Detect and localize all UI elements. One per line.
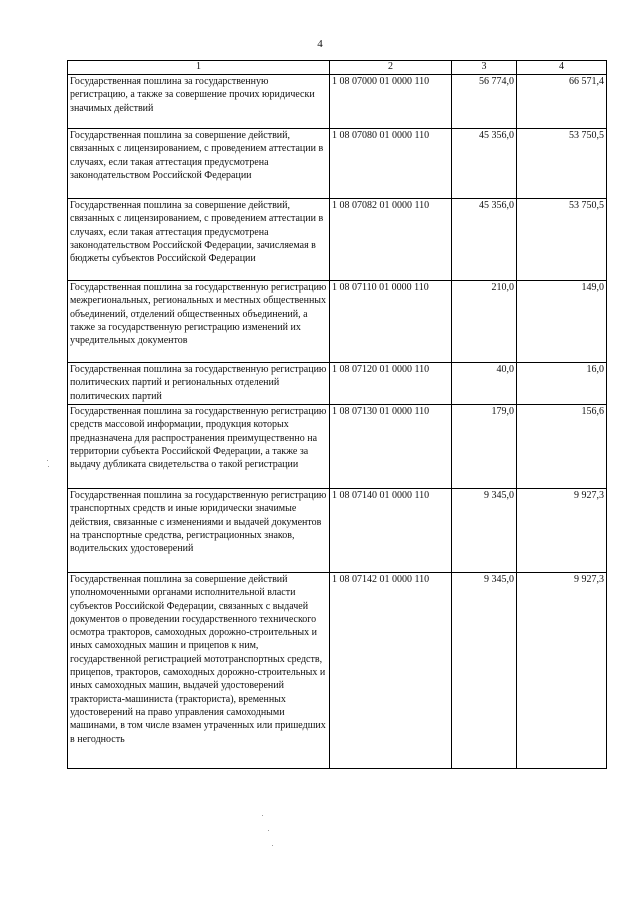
row-code: 1 08 07130 01 0000 110 — [330, 405, 452, 489]
table-row — [68, 199, 607, 281]
row-name: Государственная пошлина за совершение действий, связанных с лицензированием, с проведением аттестации в случаях, если такая аттестация предусмотрена законодательством Российской Федерации, зачисляемая в бюджеты субъектов Российской Федерации — [68, 199, 330, 281]
table-row — [68, 363, 607, 405]
scan-speck — [272, 845, 273, 846]
row-code: 1 08 07142 01 0000 110 — [330, 573, 452, 769]
row-name: Государственная пошлина за государственную регистрацию, а также за совершение прочих юридически значимых действий — [68, 75, 330, 129]
row-value-col3: 9 345,0 — [452, 489, 517, 573]
table-row — [68, 281, 607, 363]
row-value-col4: 9 927,3 — [517, 573, 607, 769]
scan-speck — [47, 460, 48, 461]
row-value-col4: 66 571,4 — [517, 75, 607, 129]
row-name: Государственная пошлина за государственную регистрацию средств массовой информации, продукция которых предназначена для распространения преимущественно на территории субъекта Российской Федерации, а также за выдачу дубликата свидетельства о такой регистрации — [68, 405, 330, 489]
row-value-col4: 53 750,5 — [517, 199, 607, 281]
row-name: Государственная пошлина за государственную регистрацию транспортных средств и иные юридически значимые действия, связанные с изменениями и выдачей документов на транспортные средства, регистрационных знаков, водительских удостоверений — [68, 489, 330, 573]
scan-speck — [268, 830, 269, 831]
row-name: Государственная пошлина за государственную регистрацию межрегиональных, региональных и местных общественных объединений, отделений общественных объединений, а также за государственную регистрацию изменений их учредительных документов — [68, 281, 330, 363]
row-code: 1 08 07082 01 0000 110 — [330, 199, 452, 281]
row-code: 1 08 07080 01 0000 110 — [330, 129, 452, 199]
scan-speck — [262, 815, 263, 816]
row-value-col3: 45 356,0 — [452, 129, 517, 199]
row-code: 1 08 07000 01 0000 110 — [330, 75, 452, 129]
row-value-col3: 56 774,0 — [452, 75, 517, 129]
table-row — [68, 489, 607, 573]
row-value-col4: 53 750,5 — [517, 129, 607, 199]
row-value-col3: 179,0 — [452, 405, 517, 489]
page-number: 4 — [317, 38, 323, 50]
row-value-col4: 156,6 — [517, 405, 607, 489]
row-code: 1 08 07140 01 0000 110 — [330, 489, 452, 573]
row-value-col4: 149,0 — [517, 281, 607, 363]
row-code: 1 08 07110 01 0000 110 — [330, 281, 452, 363]
table-row — [68, 129, 607, 199]
table-row — [68, 405, 607, 489]
header-col-2: 2 — [330, 61, 452, 75]
row-value-col4: 16,0 — [517, 363, 607, 405]
row-value-col3: 210,0 — [452, 281, 517, 363]
table-row — [68, 573, 607, 769]
budget-revenue-table — [67, 60, 607, 769]
table-header-row — [68, 61, 607, 75]
header-col-1: 1 — [68, 61, 330, 75]
header-col-3: 3 — [452, 61, 517, 75]
table-row — [68, 75, 607, 129]
header-col-4: 4 — [517, 61, 607, 75]
row-value-col3: 9 345,0 — [452, 573, 517, 769]
row-value-col4: 9 927,3 — [517, 489, 607, 573]
row-name: Государственная пошлина за совершение действий, связанных с лицензированием, с проведением аттестации в случаях, если такая аттестация предусмотрена законодательством Российской Федерации — [68, 129, 330, 199]
row-value-col3: 45 356,0 — [452, 199, 517, 281]
scan-speck — [48, 466, 49, 467]
row-name: Государственная пошлина за совершение действий уполномоченными органами исполнительной власти субъектов Российской Федерации, связанных с выдачей документов о проведении государственного технического осмотра тракторов, самоходных дорожно-строительных и иных самоходных машин и прицепов к ним, государственной регистрацией мототранспортных средств, прицепов, тракторов, самоходных дорожно-строительных и иных самоходных машин, выдачей удостоверений тракториста-машиниста (тракториста), временных удостоверений на право управления самоходными машинами, в том числе взамен утраченных или пришедших в негодность — [68, 573, 330, 769]
row-name: Государственная пошлина за государственную регистрацию политических партий и региональных отделений политических партий — [68, 363, 330, 405]
row-value-col3: 40,0 — [452, 363, 517, 405]
row-code: 1 08 07120 01 0000 110 — [330, 363, 452, 405]
